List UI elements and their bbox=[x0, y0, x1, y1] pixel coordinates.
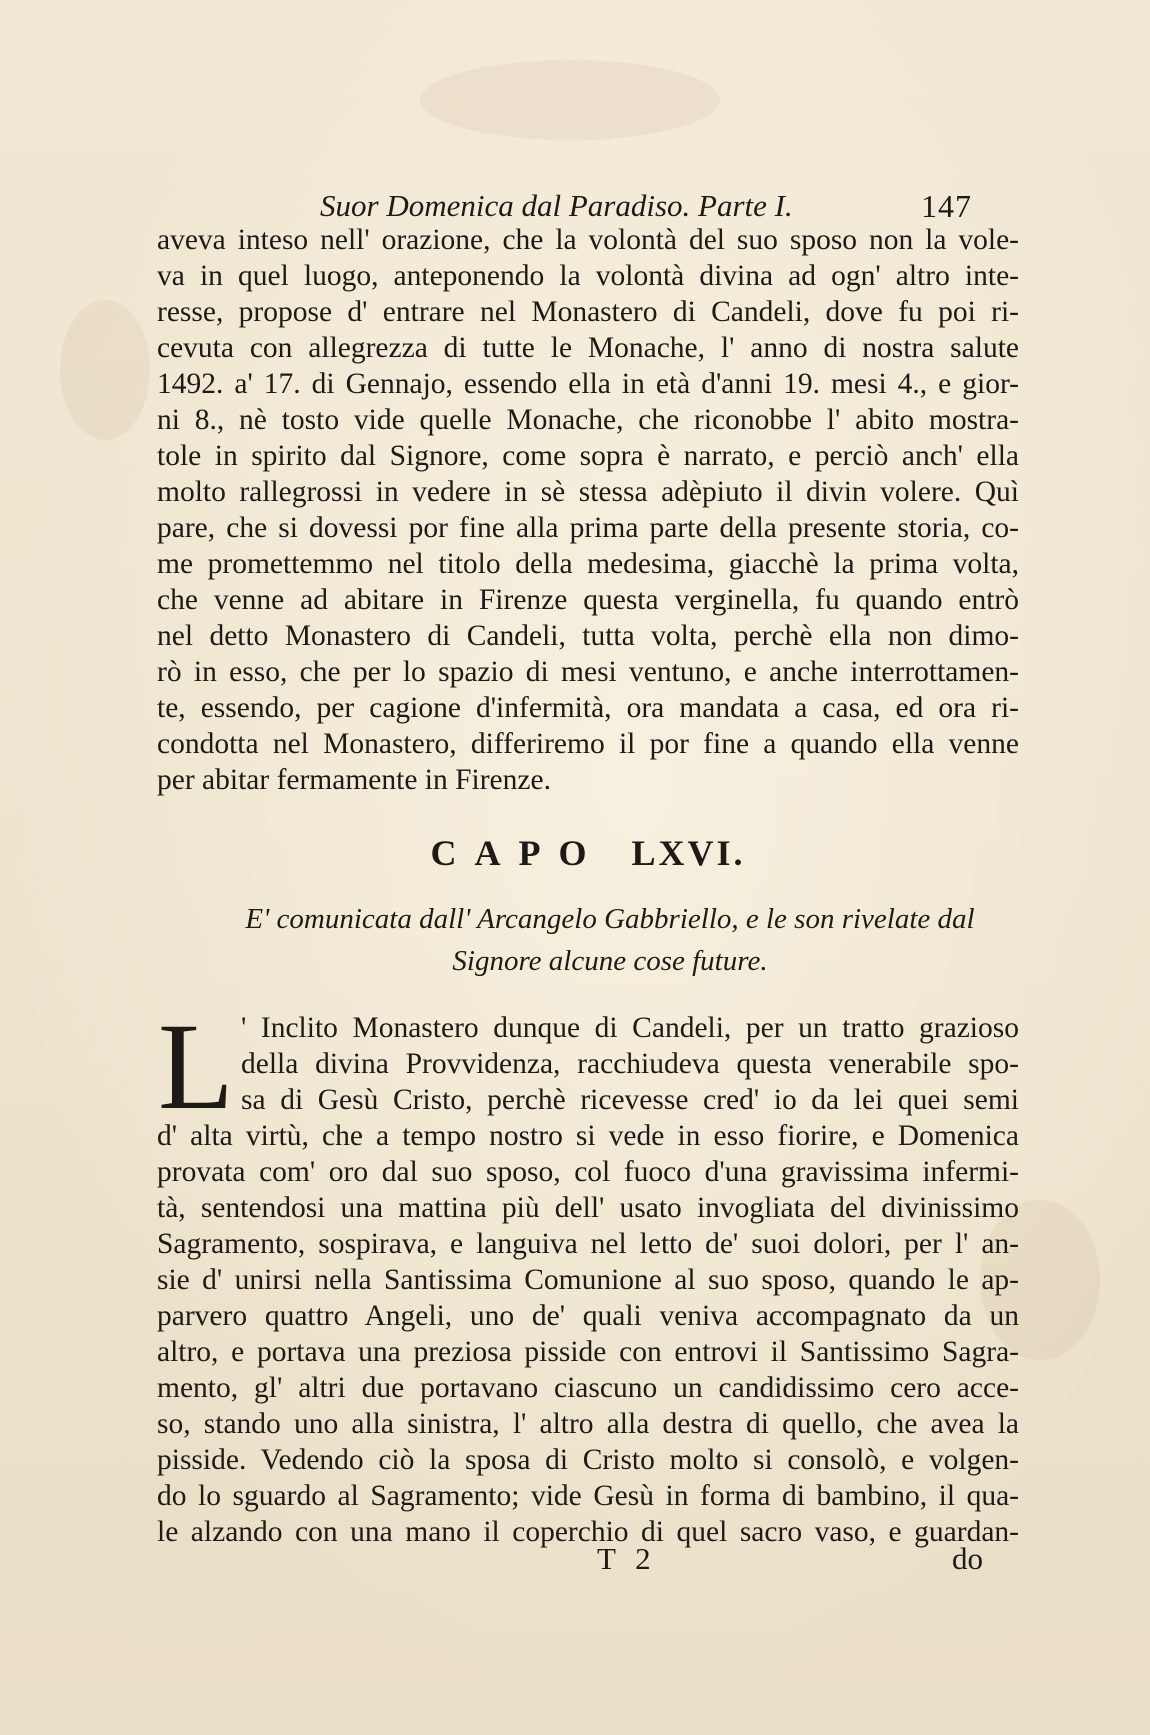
text-line: che venne ad abitare in Firenze questa verginella, fu quando entrò bbox=[157, 584, 1019, 616]
text-line: altro, e portava una preziosa pisside con entrovi il Santissimo Sagra- bbox=[157, 1336, 1019, 1368]
text-line: rò in esso, che per lo spazio di mesi ventuno, e anche interrottamen- bbox=[157, 656, 1019, 688]
paragraph-chapter-opening bbox=[157, 998, 1019, 1550]
text-line: ni 8., nè tosto vide quelle Monache, che riconobbe l' abito mostra- bbox=[157, 404, 1019, 436]
text-line: molto rallegrossi in vedere in sè stessa adèpiuto il divin volere. Quì bbox=[157, 476, 1019, 508]
text-line: le alzando con una mano il coperchio di quel sacro vaso, e guardan- bbox=[157, 1516, 1019, 1548]
paper-stain bbox=[420, 60, 720, 140]
text-line: resse, propose d' entrare nel Monastero di Candeli, dove fu poi ri- bbox=[157, 296, 1019, 328]
text-line: me promettemmo nel titolo della medesima, giacchè la prima volta, bbox=[157, 548, 1019, 580]
summary-line: E' comunicata dall' Arcangelo Gabbriello, e le son rivelate dal bbox=[245, 903, 975, 935]
chapter-word: CAPO bbox=[430, 833, 605, 873]
page-number: 147 bbox=[921, 188, 972, 224]
page-footer bbox=[157, 1541, 1019, 1581]
text-line: va in quel luogo, anteponendo la volontà divina ad ogn' altro inte- bbox=[157, 260, 1019, 292]
text-line: d' alta virtù, che a tempo nostro si vede in esso fiorire, e Domenica bbox=[157, 1120, 1019, 1152]
text-line: per abitar fermamente in Firenze. bbox=[157, 764, 551, 796]
text-line: Sagramento, sospirava, e languiva nel letto de' suoi dolori, per l' an- bbox=[157, 1228, 1019, 1260]
catchword: do bbox=[952, 1541, 983, 1576]
running-head-title: Suor Domenica dal Paradiso. Parte I. bbox=[320, 188, 793, 223]
text-line: tole in spirito dal Signore, come sopra è narrato, e perciò anch' ella bbox=[157, 440, 1019, 472]
text-line: 1492. a' 17. di Gennajo, essendo ella in età d'anni 19. mesi 4., e gior- bbox=[157, 368, 1019, 400]
paper-stain bbox=[60, 300, 150, 440]
text-line: pare, che si dovessi por fine alla prima parte della presente storia, co- bbox=[157, 512, 1019, 544]
text-line: do lo sguardo al Sagramento; vide Gesù in forma di bambino, il qua- bbox=[157, 1480, 1019, 1512]
summary-line: Signore alcune cose future. bbox=[452, 945, 768, 977]
text-line: cevuta con allegrezza di tutte le Monache, l' anno di nostra salute bbox=[157, 332, 1019, 364]
chapter-summary bbox=[230, 898, 990, 982]
text-line: della divina Provvidenza, racchiudeva questa venerabile spo- bbox=[241, 1048, 1019, 1080]
text-line: sie d' unirsi nella Santissima Comunione al suo sposo, quando le ap- bbox=[157, 1264, 1019, 1296]
chapter-numeral: LXVI. bbox=[631, 833, 746, 873]
chapter-heading bbox=[157, 832, 1019, 874]
text-line: mento, gl' altri due portavano ciascuno un candidissimo cero acce- bbox=[157, 1372, 1019, 1404]
text-line: provata com' oro dal suo sposo, col fuoco d'una gravissima infermi- bbox=[157, 1156, 1019, 1188]
text-line: nel detto Monastero di Candeli, tutta volta, perchè ella non dimo- bbox=[157, 620, 1019, 652]
text-line: te, essendo, per cagione d'infermità, ora mandata a casa, ed ora ri- bbox=[157, 692, 1019, 724]
text-line: so, stando uno alla sinistra, l' altro alla destra di quello, che avea la bbox=[157, 1408, 1019, 1440]
signature-mark: T 2 bbox=[597, 1541, 657, 1576]
text-line: ' Inclito Monastero dunque di Candeli, per un tratto grazioso bbox=[241, 1012, 1019, 1044]
paragraph-continued bbox=[157, 222, 1019, 798]
text-line: aveva inteso nell' orazione, che la volontà del suo sposo non la vole- bbox=[157, 224, 1019, 256]
text-line: tà, sentendosi una mattina più dell' usato invogliata del divinissimo bbox=[157, 1192, 1019, 1224]
drop-cap-initial: L bbox=[158, 998, 234, 1135]
text-line: sa di Gesù Cristo, perchè ricevesse cred' io da lei quei semi bbox=[241, 1084, 1019, 1116]
text-line: pisside. Vedendo ciò la sposa di Cristo molto si consolò, e volgen- bbox=[157, 1444, 1019, 1476]
text-line: condotta nel Monastero, differiremo il por fine a quando ella venne bbox=[157, 728, 1019, 760]
text-line: parvero quattro Angeli, uno de' quali veniva accompagnato da un bbox=[157, 1300, 1019, 1332]
